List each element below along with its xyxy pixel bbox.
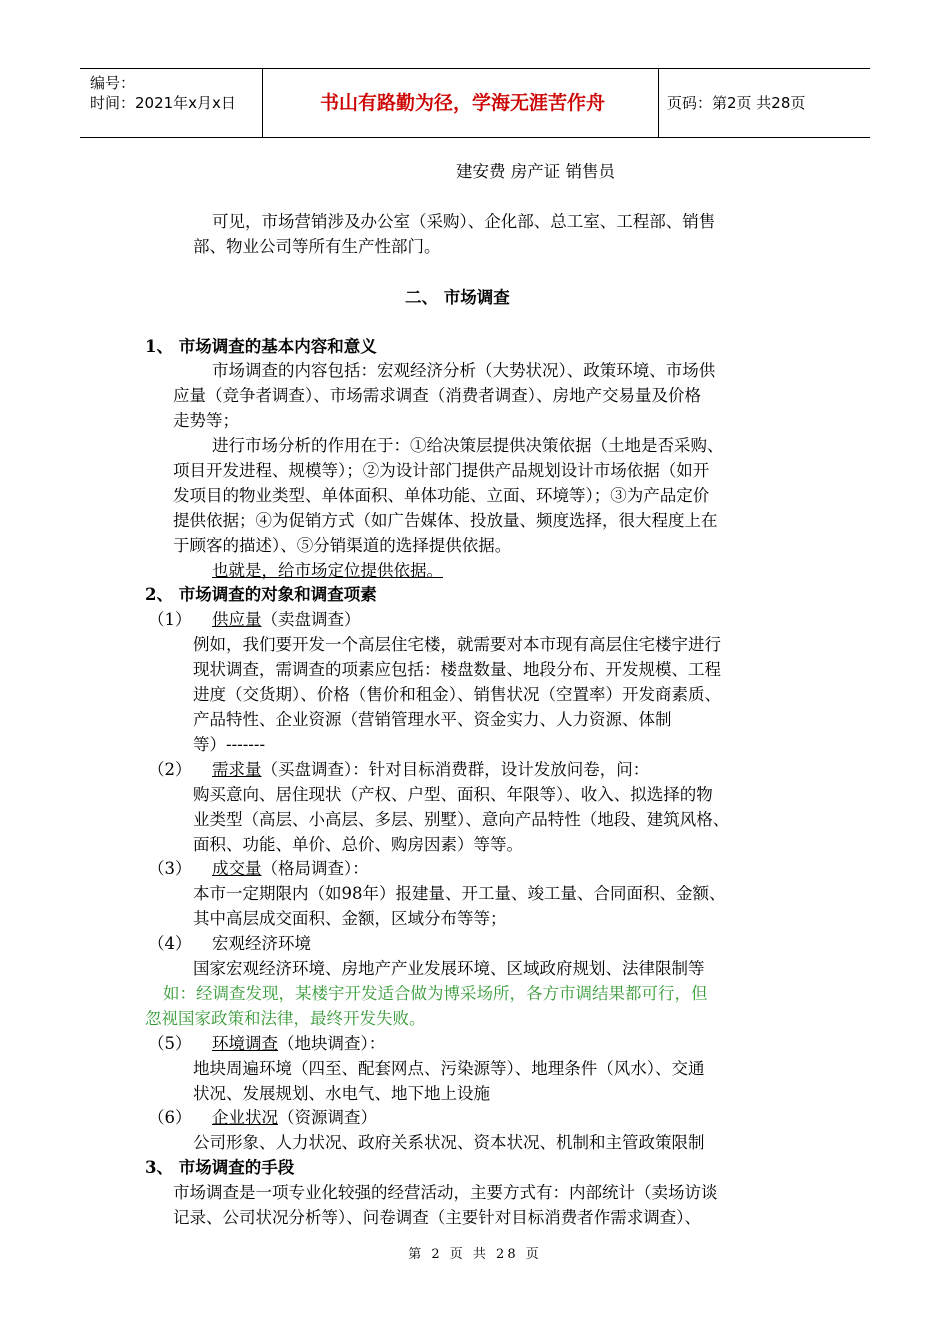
text-line: 公司形象、人力状况、政府关系状况、资本状况、机制和主管政策限制 <box>193 1133 705 1152</box>
list-item-number: （6） <box>148 1108 192 1127</box>
list-item-term: 供应量 <box>212 610 262 629</box>
text-line-underlined: 也就是，给市场定位提供依据。 <box>212 561 443 580</box>
list-item-term: 宏观经济环境 <box>212 934 311 953</box>
text-line: 产品特性、企业资源（营销管理水平、资金实力、人力资源、体制 <box>193 710 672 729</box>
subsection-heading: 1、 市场调查的基本内容和意义 <box>145 337 377 356</box>
text-line: 发项目的物业类型、单体面积、单体功能、立面、环境等）；③为产品定价 <box>173 486 710 505</box>
subsection-heading: 2、 市场调查的对象和调查项素 <box>145 585 377 604</box>
list-item-term: 需求量 <box>212 760 262 779</box>
list-item-title <box>212 856 369 881</box>
header-motto: 书山有路勤为径，学海无涯苦作舟 <box>319 92 605 114</box>
text-line: 提供依据；④为促销方式（如广告媒体、投放量、频度选择，很大程度上在 <box>173 511 718 530</box>
list-item-note: （地块调查）： <box>278 1034 386 1053</box>
doc-date-label: 时间：2021年x月x日 <box>90 94 236 112</box>
page-number-label: 页码：第2页 共28页 <box>667 94 806 112</box>
page-footer: 第 2 页 共 28 页 <box>408 1247 542 1262</box>
list-item-term: 成交量 <box>212 859 262 878</box>
list-item-term: 环境调查 <box>212 1034 278 1053</box>
header-divider-left <box>262 69 263 137</box>
text-line: 国家宏观经济环境、房地产产业发展环境、区域政府规划、法律限制等 <box>193 959 705 978</box>
text-line: 走势等； <box>173 411 239 430</box>
text-line: 项目开发进程、规模等）；②为设计部门提供产品规划设计市场依据（如开 <box>173 461 710 480</box>
text-line: 状况、发展规划、水电气、地下地上设施 <box>193 1084 490 1103</box>
text-line: 进度（交货期）、价格（售价和租金）、销售状况（空置率）开发商素质、 <box>193 685 721 704</box>
text-line: 面积、功能、单价、总价、购房因素）等等。 <box>193 835 523 854</box>
doc-number-label: 编号： <box>90 74 136 92</box>
text-line: 购买意向、居住现状（产权、户型、面积、年限等）、收入、拟选择的物 <box>193 785 713 804</box>
list-item-number: （4） <box>148 934 192 953</box>
list-item-term: 企业状况 <box>212 1108 278 1127</box>
list-item-note: （格局调查）： <box>261 859 369 878</box>
list-item-note: （卖盘调查） <box>261 610 361 629</box>
text-line: 业类型（高层、小高层、多层、别墅）、意向产品特性（地段、建筑风格、 <box>193 810 730 829</box>
subsection-heading: 3、 市场调查的手段 <box>145 1158 295 1177</box>
text-line: 记录、公司状况分析等）、问卷调查（主要针对目标消费者作需求调查）、 <box>173 1208 701 1227</box>
text-line: 市场调查是一项专业化较强的经营活动，主要方式有：内部统计（卖场访谈 <box>173 1183 718 1202</box>
text-line: 部、物业公司等所有生产性部门。 <box>193 237 441 256</box>
list-item-title <box>212 1031 385 1056</box>
list-item-note: （买盘调查）：针对目标消费群，设计发放问卷，问： <box>261 760 650 779</box>
text-line: 例如，我们要开发一个高层住宅楼，就需要对本市现有高层住宅楼宇进行 <box>193 635 721 654</box>
text-line: 进行市场分析的作用在于：①给决策层提供决策依据（土地是否采购、 <box>212 436 724 455</box>
page-header <box>80 68 870 138</box>
list-item-title <box>212 757 649 782</box>
list-item-number: （2） <box>148 760 192 779</box>
text-line: 可见，市场营销涉及办公室（采购）、企化部、总工室、工程部、销售 <box>212 212 716 231</box>
section-title: 二、 市场调查 <box>405 288 510 307</box>
example-note: 如：经调查发现，某楼宇开发适合做为博采场所，各方市调结果都可行，但 <box>163 984 708 1003</box>
text-line: 应量（竞争者调查）、市场需求调查（消费者调查）、房地产交易量及价格 <box>173 386 701 405</box>
text-line: 于顾客的描述）、⑤分销渠道的选择提供依据。 <box>173 536 512 555</box>
list-item-number: （5） <box>148 1034 192 1053</box>
text-line: 市场调查的内容包括：宏观经济分析（大势状况）、政策环境、市场供 <box>212 361 716 380</box>
text-line: 建安费 房产证 销售员 <box>456 162 615 181</box>
list-item-note: （资源调查） <box>278 1108 377 1127</box>
list-item-title <box>212 607 361 632</box>
header-divider-right <box>658 69 659 137</box>
list-item-number: （3） <box>148 859 192 878</box>
text-line: 本市一定期限内（如98年）报建量、开工量、竣工量、合同面积、金额、 <box>193 884 726 903</box>
example-note: 忽视国家政策和法律，最终开发失败。 <box>145 1009 426 1028</box>
text-line: 其中高层成交面积、金额，区域分布等等； <box>193 909 507 928</box>
list-item-number: （1） <box>148 610 192 629</box>
text-line: 等）------- <box>193 735 266 754</box>
list-item-title <box>212 1105 377 1130</box>
text-line: 现状调查，需调查的项素应包括：楼盘数量、地段分布、开发规模、工程 <box>193 660 721 679</box>
text-line: 地块周遍环境（四至、配套网点、污染源等）、地理条件（风水）、交通 <box>193 1059 705 1078</box>
